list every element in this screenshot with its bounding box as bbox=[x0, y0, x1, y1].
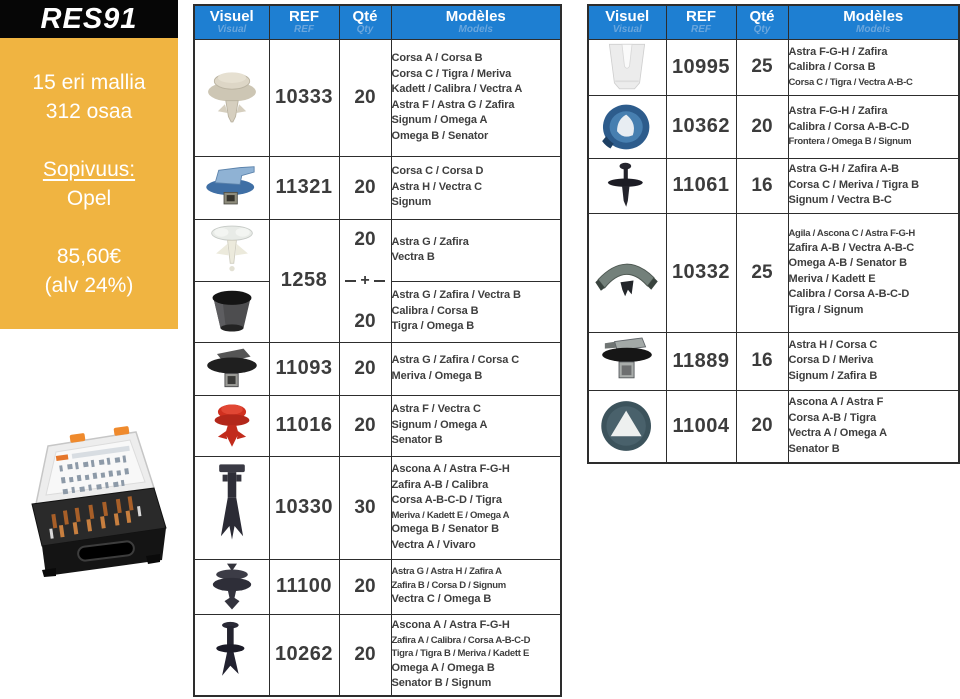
dark-push-rivet-icon bbox=[194, 614, 269, 696]
col-qty bbox=[736, 5, 788, 39]
models-list: Astra G / Zafira / Corsa C Meriva / Omega B bbox=[391, 342, 561, 395]
fitment-value: Opel bbox=[66, 187, 112, 210]
ref-number: 10262 bbox=[269, 614, 339, 696]
part-row bbox=[588, 213, 959, 332]
models-list: Astra G / Zafira / Vectra B Calibra / Corsa B Tigra / Omega B bbox=[391, 281, 561, 342]
product-code-banner bbox=[0, 0, 178, 38]
ref-number: 11004 bbox=[666, 390, 736, 463]
col-ref-label: REF bbox=[289, 8, 319, 26]
part-row bbox=[194, 559, 561, 614]
parts-table-right bbox=[587, 4, 960, 464]
qty-stack bbox=[340, 223, 391, 339]
ref-number: 11889 bbox=[666, 332, 736, 390]
spacer bbox=[0, 213, 178, 242]
models-list: Astra H / Corsa C Corsa D / Meriva Signum / Zafira B bbox=[788, 332, 959, 390]
col-ref-label: REF bbox=[686, 8, 716, 26]
qty-merged bbox=[339, 219, 391, 342]
spacer bbox=[0, 126, 178, 155]
dark-expansion-rivet-icon bbox=[194, 456, 269, 559]
product-sidebar bbox=[0, 0, 178, 329]
blue-round-grommet-icon bbox=[588, 95, 666, 158]
qty-bottom: 20 bbox=[354, 310, 376, 332]
red-trim-clip-icon bbox=[194, 395, 269, 456]
qty-plus-row bbox=[345, 273, 384, 289]
models-list: Ascona A / Astra F Corsa A-B / Tigra Vectra A / Omega A Senator B bbox=[788, 390, 959, 463]
qty-value: 20 bbox=[339, 39, 391, 156]
col-ref-sublabel: REF bbox=[294, 24, 314, 36]
qty-value: 20 bbox=[339, 559, 391, 614]
qty-value: 20 bbox=[339, 156, 391, 219]
qty-top: 20 bbox=[354, 228, 376, 250]
qty-value: 25 bbox=[736, 213, 788, 332]
col-ref bbox=[269, 5, 339, 39]
col-models bbox=[788, 5, 959, 39]
part-row bbox=[588, 158, 959, 213]
vat-note: (alv 24%) bbox=[44, 274, 134, 297]
ref-number: 11061 bbox=[666, 158, 736, 213]
plus-sign: + bbox=[360, 271, 370, 289]
col-models-label: Modèles bbox=[843, 8, 904, 26]
pieces-count: 312 osaa bbox=[45, 100, 133, 123]
dark-moulding-clip-icon bbox=[194, 342, 269, 395]
ref-number: 1258 bbox=[269, 219, 339, 342]
assortment-case-photo bbox=[18, 424, 168, 604]
black-pin-rivet-icon bbox=[588, 158, 666, 213]
part-row bbox=[588, 39, 959, 95]
col-qty-sublabel: Qty bbox=[356, 24, 374, 36]
models-list: Corsa A / Corsa B Corsa C / Tigra / Meriva Kadett / Calibra / Vectra A Astra F / Astra G / Zafira Signum / Omega A Omega B / Senator bbox=[391, 39, 561, 156]
models-count: 15 eri mallia bbox=[32, 71, 146, 94]
col-visual-label: Visuel bbox=[605, 8, 650, 26]
col-visual-sublabel: Visual bbox=[612, 24, 642, 36]
beige-panel-clip-icon bbox=[194, 39, 269, 156]
col-visual-sublabel: Visual bbox=[217, 24, 247, 36]
part-row bbox=[194, 156, 561, 219]
blue-moulding-clip-icon bbox=[194, 156, 269, 219]
part-row bbox=[194, 395, 561, 456]
qty-value: 25 bbox=[736, 39, 788, 95]
models-list: Astra F-G-H / Zafira Calibra / Corsa A-B-C-D Frontera / Omega B / Signum bbox=[788, 95, 959, 158]
ref-number: 10995 bbox=[666, 39, 736, 95]
ref-number: 10362 bbox=[666, 95, 736, 158]
col-visual bbox=[194, 5, 269, 39]
col-qty-sublabel: Qty bbox=[753, 24, 771, 36]
fitment-label: Sopivuus: bbox=[42, 158, 136, 181]
qty-value: 20 bbox=[339, 395, 391, 456]
col-visual-label: Visuel bbox=[209, 8, 254, 26]
assortment-case-icon bbox=[18, 424, 168, 604]
white-tree-clip-icon bbox=[194, 219, 269, 281]
qty-value: 20 bbox=[339, 614, 391, 696]
col-qty bbox=[339, 5, 391, 39]
col-ref bbox=[666, 5, 736, 39]
product-code: RES91 bbox=[40, 2, 138, 35]
white-u-clip-icon bbox=[588, 39, 666, 95]
models-list: Astra F-G-H / Zafira Calibra / Corsa B Corsa C / Tigra / Vectra A-B-C bbox=[788, 39, 959, 95]
part-row bbox=[194, 614, 561, 696]
part-row bbox=[194, 456, 561, 559]
teal-triangle-grommet-icon bbox=[588, 390, 666, 463]
qty-value: 16 bbox=[736, 332, 788, 390]
part-row bbox=[194, 219, 561, 281]
models-list: Corsa C / Corsa D Astra H / Vectra C Signum bbox=[391, 156, 561, 219]
col-qty-label: Qté bbox=[749, 8, 775, 26]
grey-arch-clip-icon bbox=[588, 213, 666, 332]
dark-metal-moulding-clip-icon bbox=[588, 332, 666, 390]
part-row bbox=[588, 95, 959, 158]
models-list: Astra G / Zafira Vectra B bbox=[391, 219, 561, 281]
part-row bbox=[588, 332, 959, 390]
parts-table-left bbox=[193, 4, 562, 697]
table-header-row bbox=[194, 5, 561, 39]
part-row bbox=[194, 39, 561, 156]
models-list: Astra G-H / Zafira A-B Corsa C / Meriva / Tigra B Signum / Vectra B-C bbox=[788, 158, 959, 213]
col-ref-sublabel: REF bbox=[691, 24, 711, 36]
price: 85,60€ bbox=[56, 245, 122, 268]
col-models bbox=[391, 5, 561, 39]
models-list: Agila / Ascona C / Astra F-G-H Zafira A-B / Vectra A-B-C Omega A-B / Senator B Meriva / Kadett E Calibra / Corsa A-B-C-D Tigra / Signum bbox=[788, 213, 959, 332]
qty-value: 30 bbox=[339, 456, 391, 559]
dark-grommet-icon bbox=[194, 281, 269, 342]
col-models-sublabel: Models bbox=[856, 24, 891, 36]
models-list: Astra F / Vectra C Signum / Omega A Senator B bbox=[391, 395, 561, 456]
col-models-sublabel: Models bbox=[458, 24, 493, 36]
product-summary-panel bbox=[0, 38, 178, 329]
dash bbox=[374, 280, 385, 282]
part-row bbox=[588, 390, 959, 463]
models-list: Ascona A / Astra F-G-H Zafira A / Calibra / Corsa A-B-C-D Tigra / Tigra B / Meriva / Kadett E Omega A / Omega B Senator B / Signum bbox=[391, 614, 561, 696]
models-list: Astra G / Astra H / Zafira A Zafira B / Corsa D / Signum Vectra C / Omega B bbox=[391, 559, 561, 614]
ref-number: 11093 bbox=[269, 342, 339, 395]
ref-number: 11100 bbox=[269, 559, 339, 614]
qty-value: 20 bbox=[736, 95, 788, 158]
qty-value: 20 bbox=[736, 390, 788, 463]
ref-number: 10333 bbox=[269, 39, 339, 156]
ref-number: 11321 bbox=[269, 156, 339, 219]
models-list: Ascona A / Astra F-G-H Zafira A-B / Calibra Corsa A-B-C-D / Tigra Meriva / Kadett E / Omega A Omega B / Senator B Vectra A / Vivaro bbox=[391, 456, 561, 559]
ref-number: 10330 bbox=[269, 456, 339, 559]
col-models-label: Modèles bbox=[445, 8, 506, 26]
part-row bbox=[194, 342, 561, 395]
qty-value: 16 bbox=[736, 158, 788, 213]
dash bbox=[345, 280, 356, 282]
dark-fir-tree-clip-icon bbox=[194, 559, 269, 614]
table-header-row bbox=[588, 5, 959, 39]
ref-number: 10332 bbox=[666, 213, 736, 332]
col-visual bbox=[588, 5, 666, 39]
col-qty-label: Qté bbox=[352, 8, 378, 26]
qty-value: 20 bbox=[339, 342, 391, 395]
ref-number: 11016 bbox=[269, 395, 339, 456]
